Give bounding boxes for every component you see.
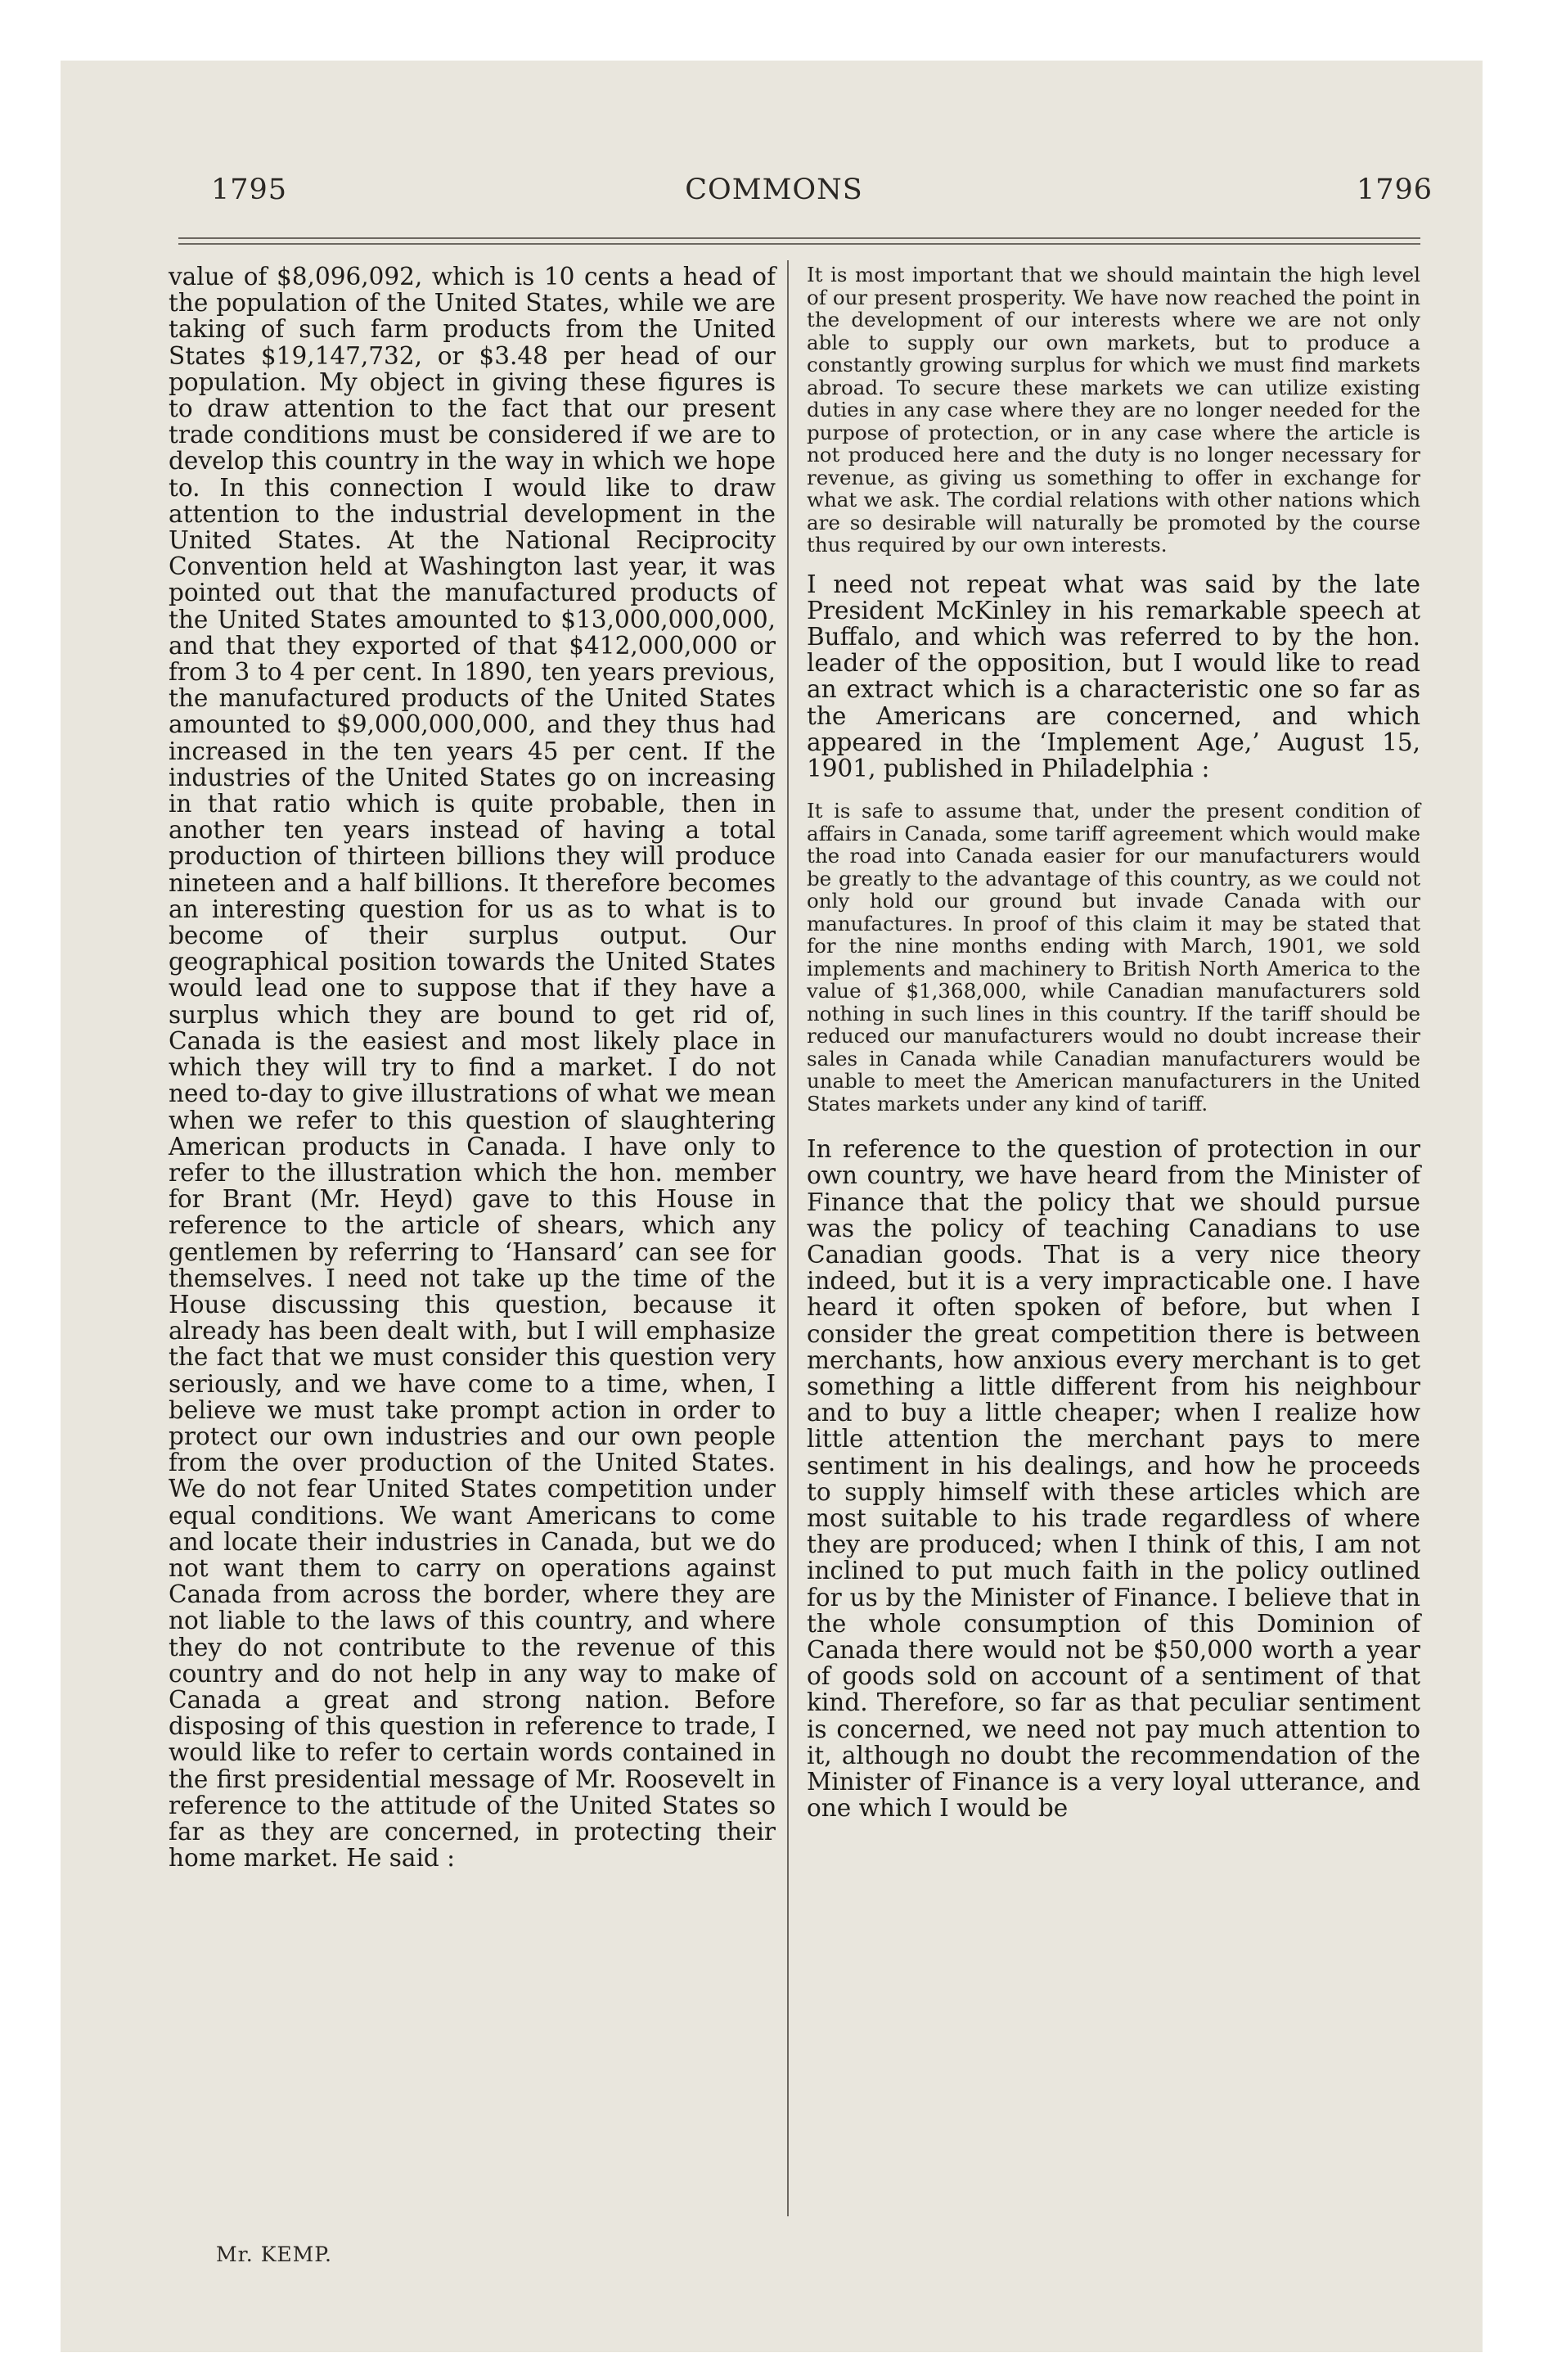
page-number-left: 1795 <box>211 174 288 206</box>
column-divider <box>787 260 789 2216</box>
right-column <box>807 264 1420 1821</box>
page-number-right: 1796 <box>1357 174 1433 206</box>
header-rule-bottom <box>178 243 1420 245</box>
quoted-roosevelt-message: It is most important that we should maintain the high level of our present prosperity. We have now reached the point in the development of our interests where we are not only able to supply our own markets, but to produce a constantly growing surplus for which we must find markets abroad. To secure these markets we can utilize existing duties in any case where they are no longer needed for the purpose of protection, or in any case where the article is not produced here and the duty is no longer necessary for revenue, as giving us something to offer in exchange for what we ask. The cordial relations with other nations which are so desirable will naturally be promoted by the course thus required by our own interests. <box>807 263 1420 557</box>
speaker-name: Mr. KEMP. <box>216 2243 332 2266</box>
quoted-implement-age-extract: It is safe to assume that, under the present condition of affairs in Canada, some tariff agreement which would make the road into Canada easier for our manufacturers would be greatly to the advantage of this country, as we could not only hold our ground but invade Canada with our manufactures. In proof of this claim it may be stated that for the nine months ending with March, 1901, we sold implements and machinery to British North America to the value of $1,368,000, while Canadian manufacturers sold nothing in such lines in this country. If the tariff should be reduced our manufacturers would no doubt increase their sales in Canada while Canadian manufacturers would be unable to meet the American manufacturers in the United States markets under any kind of tariff. <box>807 799 1420 1116</box>
speech-paragraph: In reference to the question of protection in our own country, we have heard from the Minister of Finance that the policy that we should pursue was the policy of teaching Canadians to use Canadian goods. That is a very nice theory indeed, but it is a very impracticable one. I have heard it often spoken of before, but when I consider the great competition there is between merchants, how anxious every merchant is to get something a little different from his neighbour and to buy a little cheaper; when I realize how little attention the merchant pays to mere sentiment in his dealings, and how he proceeds to supply himself with these articles which are most suitable to his trade regardless of where they are produced; when I think of this, I am not inclined to put much faith in the policy outlined for us by the Minister of Finance. I believe that in the whole consumption of this Dominion of Canada there would not be $50,000 worth a year of goods sold on account of a sentiment of that kind. Therefore, so far as that peculiar sentiment is concerned, we need not pay much attention to it, although no doubt the recommendation of the Minister of Finance is a very loyal utterance, and one which I would be <box>807 1135 1420 1823</box>
speech-paragraph: value of $8,096,092, which is 10 cents a head of the population of the United States, while we are taking of such farm products from the United States $19,147,732, or $3.48 per head of our population. My object in giving these figures is to draw attention to the fact that our present trade conditions must be considered if we are to develop this country in the way in which we hope to. In this connection I would like to draw attention to the industrial development in the United States. At the National Reciprocity Convention held at Washington last year, it was pointed out that the manufactured products of the United States amounted to $13,000,000,000, and that they exported of that $412,000,000 or from 3 to 4 per cent. In 1890, ten years previous, the manufactured products of the United States amounted to $9,000,000,000, and they thus had increased in the ten years 45 per cent. If the industries of the United States go on increasing in that ratio which is quite probable, then in another ten years instead of having a total production of thirteen billions they will produce nineteen and a half billions. It therefore becomes an interesting question for us as to what is to become of their surplus output. Our geographical position towards the United States would lead one to suppose that if they have a surplus which they are bound to get rid of, Canada is the easiest and most likely place in which they will try to find a market. I do not need to-day to give illustrations of what we mean when we refer to this question of slaughtering American products in Canada. I have only to refer to the illustration which the hon. member for Brant (Mr. Heyd) gave to this House in reference to the article of shears, which any gentlemen by referring to ‘Hansard’ can see for themselves. I need not take up the time of the House discussing this question, because it already has been dealt with, but I will emphasize the fact that we must consider this question very seriously, and we have come to a time, when, I believe we must take prompt action in order to protect our own industries and our own people from the over production of the United States. We do not fear United States competition under equal conditions. We want Americans to come and locate their industries in Canada, but we do not want them to carry on operations against Canada from across the border, where they are not liable to the laws of this country, and where they do not contribute to the revenue of this country and do not help in any way to make of Canada a great and strong nation. Before disposing of this question in reference to trade, I would like to refer to certain words contained in the first presidential message of Mr. Roosevelt in reference to the attitude of the United States so far as they are concerned, in protecting their home market. He said : <box>169 263 776 1873</box>
header-rule-top <box>178 237 1420 239</box>
page-title: COMMONS <box>685 174 863 206</box>
left-column <box>169 264 776 1871</box>
speech-paragraph: I need not repeat what was said by the late President McKinley in his remarkable speech at Buffalo, and which was referred to by the hon. leader of the opposition, but I would like to read an extract which is a characteristic one so far as the Americans are concerned, and which appeared in the ‘Implement Age,’ August 15, 1901, published in Philadelphia : <box>807 570 1420 782</box>
